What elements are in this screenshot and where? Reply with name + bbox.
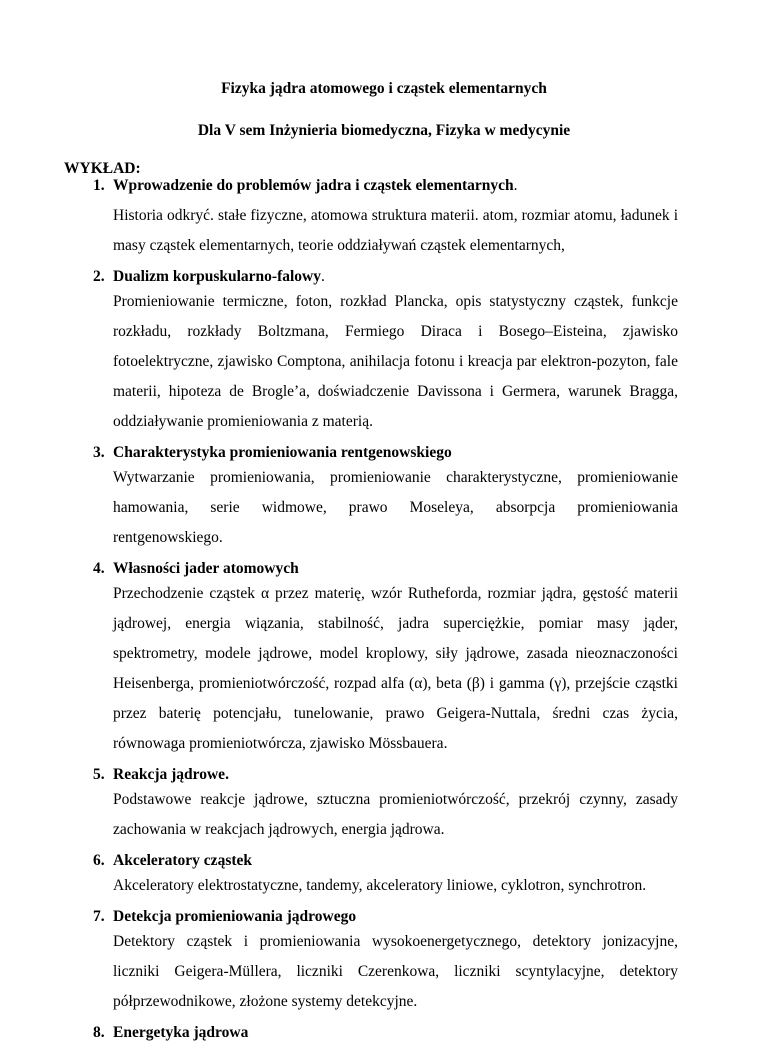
topic-heading (93, 765, 678, 785)
topic-item (93, 267, 678, 437)
topic-description: Podstawowe reakcje jądrowe, sztuczna promieniotwórczość, przekrój czynny, zasady zachowania w reakcjach jądrowych, energia jądrowa. (113, 791, 678, 838)
topic-number: 3. (93, 444, 105, 461)
topic-heading-text: Reakcja jądrowe. (113, 766, 229, 783)
topic-number: 2. (93, 268, 105, 285)
topic-description: Historia odkryć. stałe fizyczne, atomowa struktura materii. atom, rozmiar atomu, ładunek i masy cząstek elementarnych, teorie oddziaływań cząstek elementarnych, (113, 207, 678, 254)
topic-number: 7. (93, 908, 105, 925)
topic-number: 5. (93, 766, 105, 783)
topic-heading (93, 267, 678, 287)
topic-heading (93, 1023, 678, 1043)
topic-number: 1. (93, 177, 105, 194)
topic-number: 8. (93, 1024, 105, 1041)
topic-heading-suffix: . (321, 268, 325, 285)
topic-number: 6. (93, 852, 105, 869)
topic-heading (93, 851, 678, 871)
topic-heading (93, 443, 678, 463)
topic-item (93, 176, 678, 261)
topic-heading-text: Dualizm korpuskularno-falowy (113, 268, 321, 285)
topic-heading (93, 559, 678, 579)
topic-item (93, 907, 678, 1017)
topic-heading-text: Akceleratory cząstek (113, 852, 253, 869)
topic-item (93, 1023, 678, 1043)
topic-heading-text: Własności jader atomowych (113, 560, 299, 577)
topic-description: Akceleratory elektrostatyczne, tandemy, akceleratory liniowe, cyklotron, synchrotron. (113, 877, 647, 894)
topic-item (93, 559, 678, 759)
topic-heading-text: Charakterystyka promieniowania rentgenowskiego (113, 444, 452, 461)
document-title: Fizyka jądra atomowego i cząstek elementarnych (221, 80, 547, 97)
topic-heading (93, 907, 678, 927)
topic-number: 4. (93, 560, 105, 577)
topic-description: Detektory cząstek i promieniowania wysokoenergetycznego, detektory jonizacyjne, liczniki Geigera-Müllera, liczniki Czerenkowa, liczniki scyntylacyjne, detektory półprzewodnikowe, złożone systemy detekcyjne. (113, 933, 678, 1010)
document-subtitle: Dla V sem Inżynieria biomedyczna, Fizyka w medycynie (197, 122, 571, 139)
topic-item (93, 443, 678, 553)
topic-heading-text: Detekcja promieniowania jądrowego (113, 908, 357, 925)
topic-item (93, 851, 678, 901)
section-label: WYKŁAD: (64, 160, 141, 177)
topic-heading-suffix: . (513, 177, 518, 194)
topic-description: Przechodzenie cząstek α przez materię, wzór Rutheforda, rozmiar jądra, gęstość materii jądrowej, energia wiązania, stabilność, jadra superciężkie, pomiar masy jąder, spektrometry, modele jądrowe, model kroplowy, siły jądrowe, zasada nieoznaczoności Heisenberga, promieniotwórczość, rozpad alfa (α), beta (β) i gamma (γ), przejście cząstki przez baterię potencjału, tunelowanie, prawo Geigera-Nuttala, średni czas życia, równowaga promieniotwórcza, zjawisko Mössbauera. (113, 585, 678, 752)
topic-description: Promieniowanie termiczne, foton, rozkład Plancka, opis statystyczny cząstek, funkcje rozkładu, rozkłady Boltzmana, Fermiego Diraca i Bosego–Eisteina, zjawisko fotoelektryczne, zjawisko Comptona, anihilacja fotonu i kreacja par elektron-pozyton, fale materii, hipoteza de Brogle’a, doświadczenie Davissona i Germera, warunek Bragga, oddziaływanie promieniowania z materią. (113, 293, 678, 430)
topic-heading-text: Wprowadzenie do problemów jadra i cząstek elementarnych (113, 177, 514, 194)
topic-description: Wytwarzanie promieniowania, promieniowanie charakterystyczne, promieniowanie hamowania, serie widmowe, prawo Moseleya, absorpcja promieniowania rentgenowskiego. (113, 469, 678, 546)
lecture-topics-list (93, 176, 678, 1049)
topic-heading-text: Energetyka jądrowa (113, 1024, 249, 1041)
topic-item (93, 765, 678, 845)
topic-heading (93, 176, 678, 196)
